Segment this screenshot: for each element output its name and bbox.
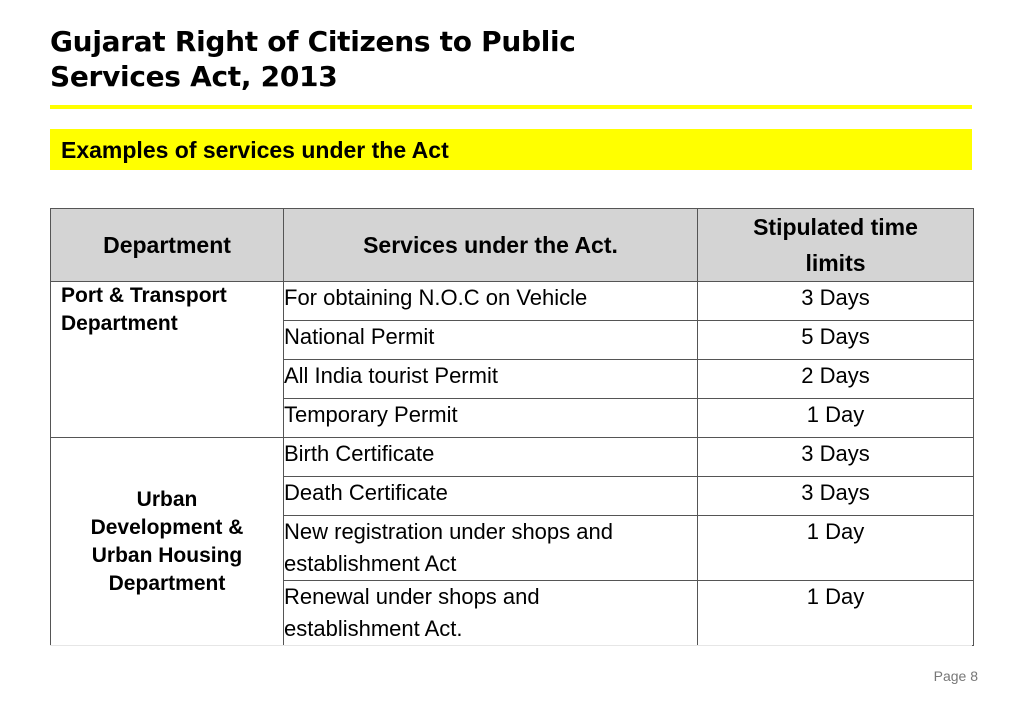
table-header-row — [51, 209, 974, 282]
service-line: For obtaining N.O.C on Vehicle — [284, 285, 588, 310]
service-cell — [284, 477, 698, 516]
table-row — [51, 438, 974, 477]
service-line: Temporary Permit — [284, 402, 458, 427]
title-divider — [50, 105, 972, 109]
header-services: Services under the Act. — [284, 209, 698, 282]
service-line: Birth Certificate — [284, 441, 435, 466]
time-limit-cell: 1 Day — [698, 399, 974, 438]
department-line: Department — [61, 312, 178, 335]
service-line: Renewal under shops and — [284, 584, 540, 609]
subtitle-text: Examples of services under the Act — [61, 137, 449, 163]
header-time-limits-line-2: limits — [805, 250, 866, 276]
subtitle-banner — [50, 129, 972, 170]
service-line: Death Certificate — [284, 480, 448, 505]
header-time-limits — [698, 209, 974, 282]
time-limit-cell: 1 Day — [698, 581, 974, 646]
footer-divider — [50, 645, 972, 646]
slide-title — [50, 24, 850, 94]
department-line: Department — [108, 572, 226, 595]
page-number: Page 8 — [933, 668, 978, 684]
service-line: National Permit — [284, 324, 435, 349]
service-cell — [284, 581, 698, 646]
time-limit-cell: 3 Days — [698, 282, 974, 321]
service-cell — [284, 399, 698, 438]
title-line-1: Gujarat Right of Citizens to Public — [50, 25, 576, 58]
department-line: Urban — [136, 488, 198, 511]
department-line: Urban Housing — [91, 544, 243, 567]
title-line-2: Services Act, 2013 — [50, 60, 338, 93]
service-line: establishment Act. — [284, 616, 463, 641]
service-line: establishment Act — [284, 551, 457, 576]
service-cell — [284, 516, 698, 581]
time-limit-cell: 3 Days — [698, 438, 974, 477]
time-limit-cell: 2 Days — [698, 360, 974, 399]
time-limit-cell: 1 Day — [698, 516, 974, 581]
table-row — [51, 282, 974, 321]
service-cell — [284, 282, 698, 321]
service-cell — [284, 321, 698, 360]
department-cell-port-transport — [51, 282, 284, 438]
header-time-limits-line-1: Stipulated time — [753, 214, 918, 240]
service-line: All India tourist Permit — [284, 363, 498, 388]
department-line: Port & Transport — [61, 284, 227, 307]
department-line: Development & — [90, 516, 244, 539]
service-cell — [284, 360, 698, 399]
time-limit-cell: 5 Days — [698, 321, 974, 360]
services-table — [50, 208, 974, 646]
service-cell — [284, 438, 698, 477]
time-limit-cell: 3 Days — [698, 477, 974, 516]
service-line: New registration under shops and — [284, 519, 613, 544]
department-cell-urban-development — [51, 438, 284, 646]
header-department: Department — [51, 209, 284, 282]
